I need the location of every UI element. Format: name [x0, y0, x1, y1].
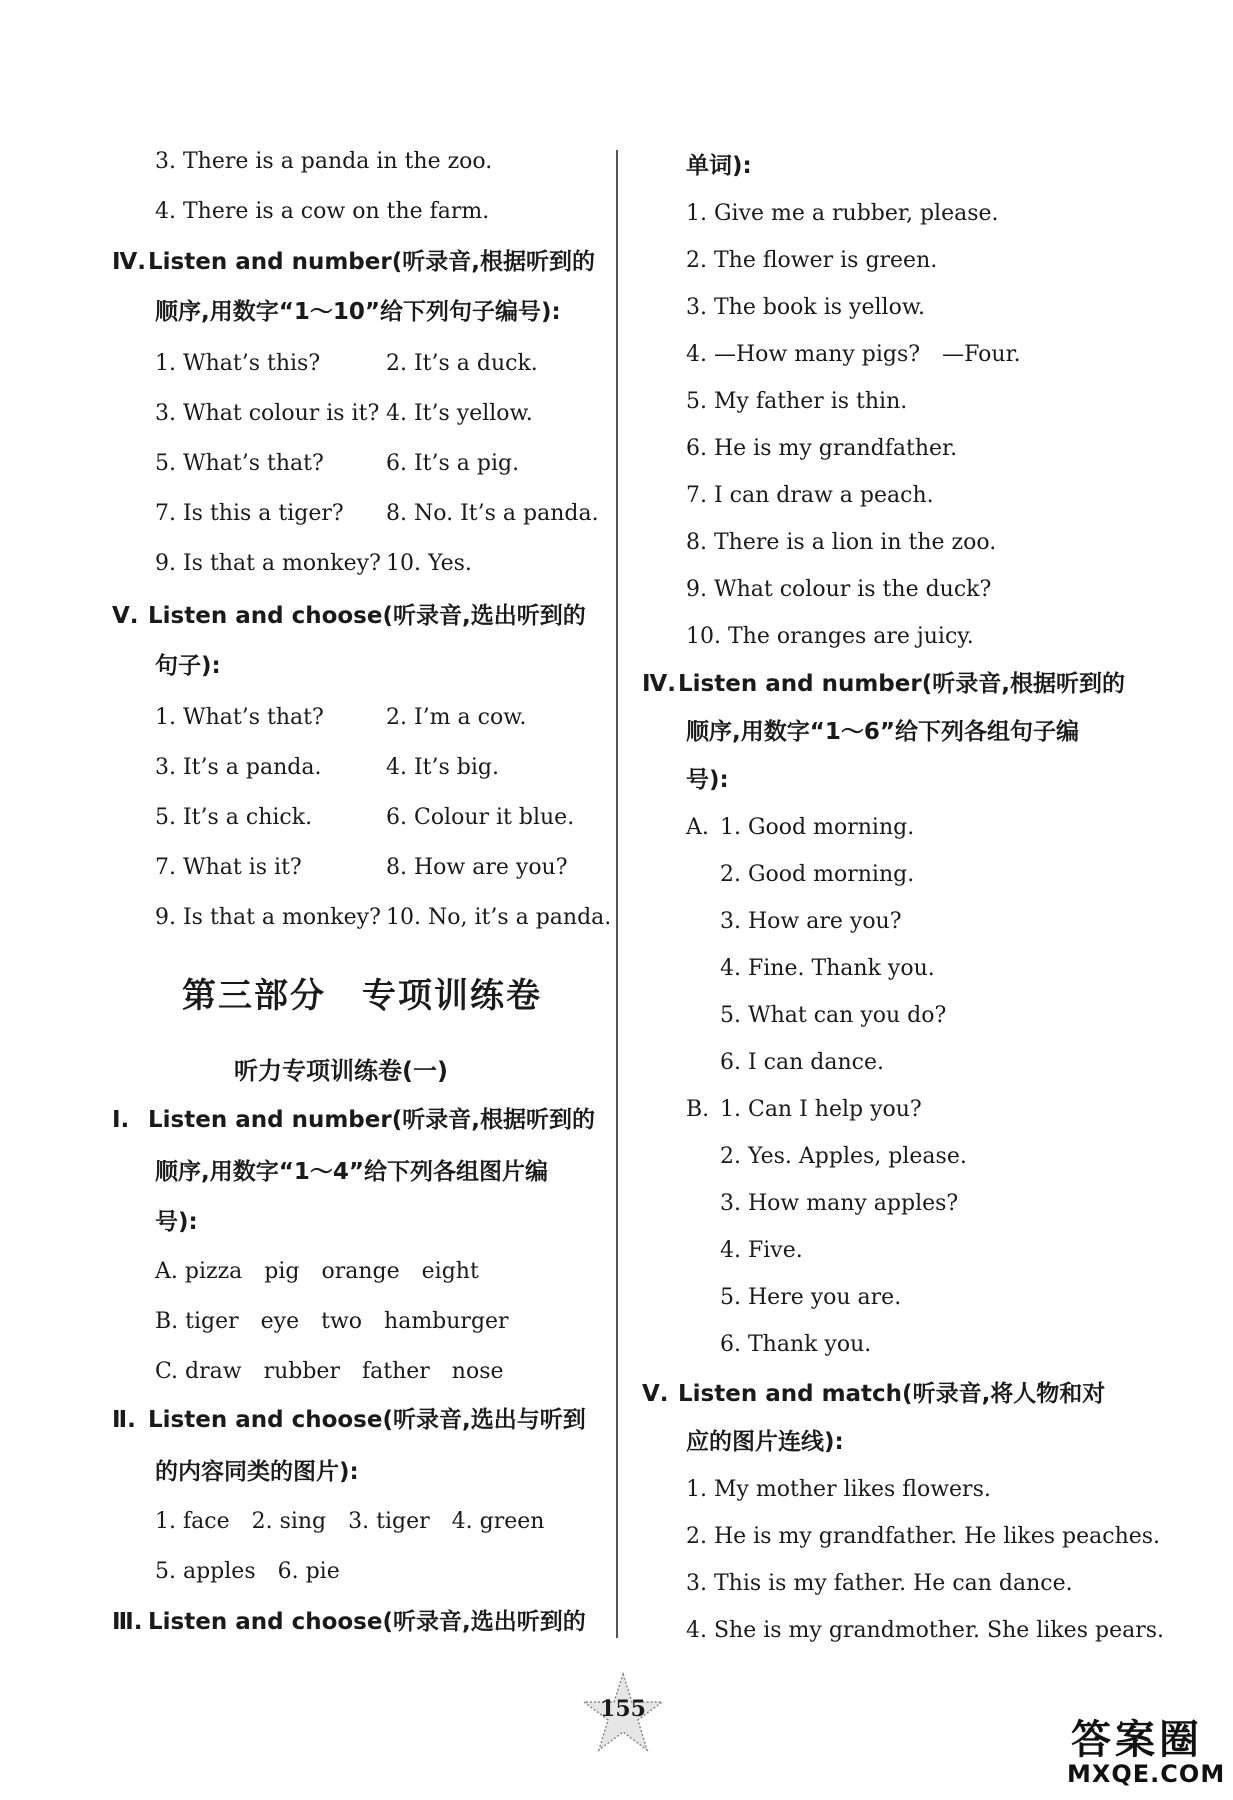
list-item: 1. What’s this? [155, 351, 321, 376]
section-number: Ⅳ. [642, 671, 677, 697]
list-item: 3. What colour is it? [155, 401, 380, 426]
section-heading-cont: 的内容同类的图片): [155, 1459, 359, 1485]
watermark-logo [1065, 1706, 1225, 1792]
list-item: 1. What’s that? [155, 705, 324, 730]
list-item: 2. Yes. Apples, please. [720, 1144, 967, 1169]
list-item: B. tiger eye two hamburger [155, 1309, 509, 1334]
sub-title: 听力专项训练卷(一) [234, 1057, 448, 1085]
list-item: 3. How are you? [720, 909, 902, 934]
list-item: 10. No, it’s a panda. [386, 905, 612, 930]
list-item: 6. Colour it blue. [386, 805, 575, 830]
section-number: Ⅴ. [112, 603, 139, 629]
list-item: 2. It’s a duck. [386, 351, 538, 376]
section-number: Ⅱ. [112, 1407, 136, 1433]
section-number: Ⅴ. [642, 1381, 669, 1407]
list-item: 1. face 2. sing 3. tiger 4. green [155, 1509, 545, 1534]
section-heading: Ⅳ.Listen and number(听录音,根据听到的 [642, 668, 1125, 700]
list-item: 10. The oranges are juicy. [686, 624, 974, 649]
list-item: 9. Is that a monkey? [155, 551, 381, 576]
list-item: 6. It’s a pig. [386, 451, 520, 476]
list-item: 4. There is a cow on the farm. [155, 199, 490, 224]
list-item: 7. Is this a tiger? [155, 501, 344, 526]
list-item: 4. Five. [720, 1238, 803, 1263]
section-heading-cont: 顺序,用数字“1～6”给下列各组句子编 [686, 719, 1079, 745]
section-number: Ⅲ. [112, 1609, 143, 1635]
list-item: 2. I’m a cow. [386, 705, 527, 730]
watermark-url: MXQE.COM [1067, 1760, 1226, 1788]
group-label: A. [686, 815, 709, 840]
list-item: 6. Thank you. [720, 1332, 872, 1357]
list-item: 3. It’s a panda. [155, 755, 322, 780]
list-item: 4. It’s big. [386, 755, 499, 780]
page-number: 155 [600, 1696, 646, 1722]
section-heading: Ⅴ. Listen and match(听录音,将人物和对 [642, 1378, 1105, 1410]
section-heading: Ⅲ. Listen and choose(听录音,选出听到的 [112, 1606, 586, 1638]
section-heading-cont: 号): [155, 1209, 198, 1235]
list-item: 9. Is that a monkey? [155, 905, 381, 930]
watermark-text: 答案圈 [1071, 1717, 1203, 1763]
list-item: 2. He is my grandfather. He likes peaches. [686, 1524, 1161, 1549]
list-item: 5. Here you are. [720, 1285, 902, 1310]
section-heading-cont: 句子): [155, 653, 221, 679]
list-item: 5. My father is thin. [686, 389, 908, 414]
list-item: 1. Give me a rubber, please. [686, 201, 999, 226]
list-item: 5. What can you do? [720, 1003, 947, 1028]
list-item: 4. Fine. Thank you. [720, 956, 935, 981]
list-item: 7. I can draw a peach. [686, 483, 934, 508]
list-item: 8. How are you? [386, 855, 568, 880]
section-heading: Ⅳ.Listen and number(听录音,根据听到的 [112, 246, 595, 278]
section-number: Ⅰ. [112, 1107, 130, 1133]
list-item: 2. The flower is green. [686, 248, 938, 273]
section-number: Ⅳ. [112, 249, 147, 275]
column-divider [616, 150, 618, 1638]
list-item: 3. How many apples? [720, 1191, 959, 1216]
list-item: A. pizza pig orange eight [155, 1259, 479, 1284]
list-item: 1. Can I help you? [720, 1097, 922, 1122]
list-item: 3. The book is yellow. [686, 295, 926, 320]
section-heading-cont: 号): [686, 767, 729, 793]
list-item: 8. There is a lion in the zoo. [686, 530, 997, 555]
list-item: 10. Yes. [386, 551, 472, 576]
list-item: 4. It’s yellow. [386, 401, 533, 426]
list-item: 5. It’s a chick. [155, 805, 313, 830]
list-item: 3. This is my father. He can dance. [686, 1571, 1073, 1596]
list-item: 7. What is it? [155, 855, 302, 880]
list-item: 2. Good morning. [720, 862, 915, 887]
list-item: 1. Good morning. [720, 815, 915, 840]
section-heading-cont: 应的图片连线): [686, 1429, 844, 1455]
page-number-badge [582, 1672, 664, 1754]
list-item: C. draw rubber father nose [155, 1359, 504, 1384]
section-heading: Ⅴ. Listen and choose(听录音,选出听到的 [112, 600, 586, 632]
section-heading-cont: 顺序,用数字“1～4”给下列各组图片编 [155, 1159, 548, 1185]
section-heading: Ⅱ. Listen and choose(听录音,选出与听到 [112, 1404, 586, 1436]
list-item: 5. What’s that? [155, 451, 324, 476]
list-item: 9. What colour is the duck? [686, 577, 992, 602]
list-item: 6. I can dance. [720, 1050, 884, 1075]
list-item: 4. She is my grandmother. She likes pears. [686, 1618, 1165, 1643]
list-item: 4. —How many pigs? —Four. [686, 342, 1021, 367]
part-title: 第三部分 专项训练卷 [182, 976, 542, 1016]
list-item: 8. No. It’s a panda. [386, 501, 599, 526]
section-heading-cont: 单词): [686, 153, 752, 179]
section-heading-cont: 顺序,用数字“1～10”给下列句子编号): [155, 299, 561, 325]
group-label: B. [686, 1097, 710, 1122]
list-item: 6. He is my grandfather. [686, 436, 958, 461]
list-item: 3. There is a panda in the zoo. [155, 149, 493, 174]
section-heading: Ⅰ. Listen and number(听录音,根据听到的 [112, 1104, 595, 1136]
list-item: 1. My mother likes flowers. [686, 1477, 991, 1502]
list-item: 5. apples 6. pie [155, 1559, 340, 1584]
